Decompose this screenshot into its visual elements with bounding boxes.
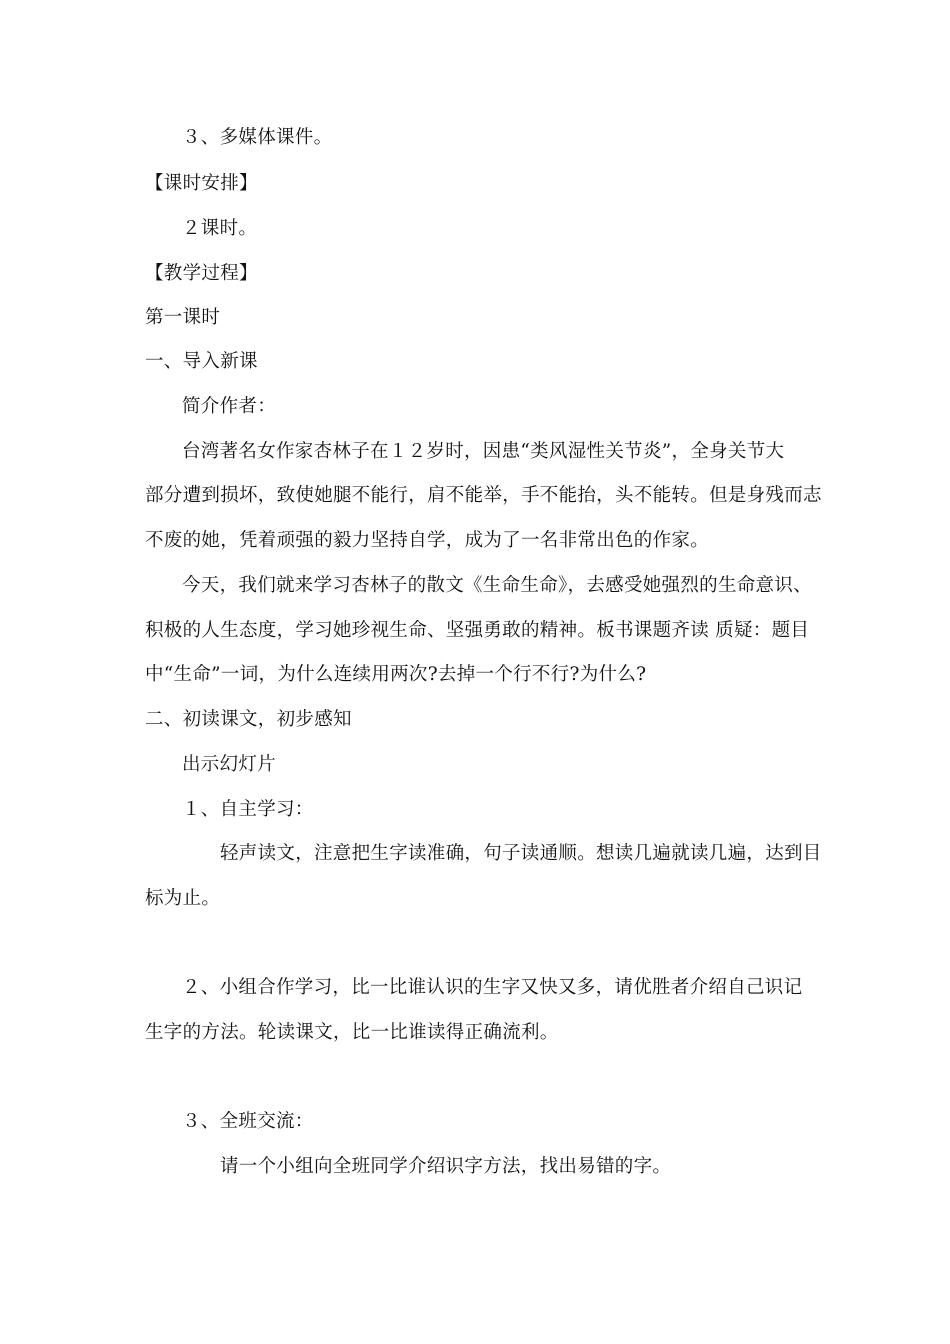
paragraph-line: 不废的她，凭着顽强的毅力坚持自学，成为了一名非常出色的作家。 <box>145 530 710 551</box>
paragraph-line: 轻声读文，注意把生字读准确，句子读通顺。想读几遍就读几遍，达到目 <box>220 843 822 864</box>
step-heading: 一、导入新课 <box>145 351 258 372</box>
text-line: 简介作者： <box>182 396 277 417</box>
paragraph-line: 标为止。 <box>145 888 221 909</box>
text-line: 出示幻灯片 <box>182 754 277 775</box>
paragraph-line: 今天，我们就来学习杏林子的散文《生命生命》，去感受她强烈的生命意识、 <box>182 575 812 596</box>
text-line: ２课时。 <box>182 218 258 239</box>
list-item-heading: １、自主学习： <box>182 799 314 820</box>
paragraph-line: 生字的方法。轮读课文，比一比谁读得正确流利。 <box>145 1022 559 1043</box>
paragraph-line: 积极的人生态度，学习她珍视生命、坚强勇敢的精神。板书课题齐读 质疑：题目 <box>145 620 810 641</box>
list-item-heading: ３、全班交流： <box>182 1111 314 1132</box>
section-heading: 【课时安排】 <box>145 173 258 194</box>
paragraph-line: 中“生命”一词，为什么连续用两次?去掉一个行不行?为什么? <box>145 664 647 685</box>
paragraph-line: ２、小组合作学习，比一比谁认识的生字又快又多，请优胜者介绍自己识记 <box>182 977 803 998</box>
section-heading: 【教学过程】 <box>145 263 258 284</box>
paragraph-line: 请一个小组向全班同学介绍识字方法，找出易错的字。 <box>220 1156 672 1177</box>
paragraph-line: 部分遭到损坏，致使她腿不能行，肩不能举，手不能抬，头不能转。但是身残而志 <box>145 485 822 506</box>
text-line: ３、多媒体课件。 <box>182 127 333 148</box>
lesson-heading: 第一课时 <box>145 307 221 328</box>
step-heading: 二、初读课文，初步感知 <box>145 709 352 730</box>
paragraph-line: 台湾著名女作家杏林子在１２岁时，因患“类风湿性关节炎”，全身关节大 <box>182 441 785 462</box>
